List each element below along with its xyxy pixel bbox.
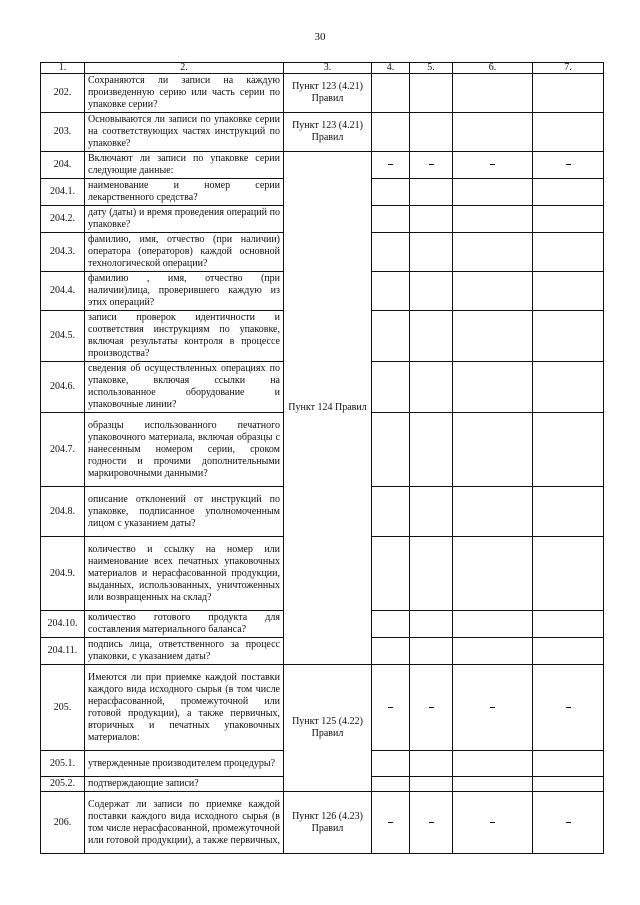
answer-cell[interactable] bbox=[410, 487, 453, 537]
answer-cell[interactable] bbox=[410, 74, 453, 113]
item-number: 204.5. bbox=[41, 311, 85, 362]
rule-reference: Пункт 126 (4.23) Правил bbox=[284, 792, 372, 854]
answer-cell[interactable] bbox=[453, 206, 533, 233]
answer-cell[interactable] bbox=[372, 792, 410, 854]
answer-cell[interactable] bbox=[453, 152, 533, 179]
question-text: утвержденные производителем процедуры? bbox=[85, 751, 284, 777]
dash-mark bbox=[429, 164, 434, 165]
answer-cell[interactable] bbox=[372, 537, 410, 611]
answer-cell[interactable] bbox=[372, 751, 410, 777]
answer-cell[interactable] bbox=[453, 362, 533, 413]
item-number: 205.2. bbox=[41, 777, 85, 792]
answer-cell[interactable] bbox=[410, 152, 453, 179]
header-row bbox=[41, 63, 604, 74]
answer-cell[interactable] bbox=[533, 665, 604, 751]
table-row bbox=[41, 74, 604, 113]
answer-cell[interactable] bbox=[410, 665, 453, 751]
item-number: 204. bbox=[41, 152, 85, 179]
question-text: Включают ли записи по упаковке серии следующие данные: bbox=[85, 152, 284, 179]
answer-cell[interactable] bbox=[372, 233, 410, 272]
column-header: 3. bbox=[284, 63, 372, 74]
column-header: 4. bbox=[372, 63, 410, 74]
answer-cell[interactable] bbox=[410, 792, 453, 854]
item-number: 204.10. bbox=[41, 611, 85, 638]
answer-cell[interactable] bbox=[533, 362, 604, 413]
answer-cell[interactable] bbox=[533, 113, 604, 152]
answer-cell[interactable] bbox=[453, 487, 533, 537]
dash-mark bbox=[490, 707, 495, 708]
answer-cell[interactable] bbox=[533, 74, 604, 113]
question-text: количество готового продукта для составления материального баланса? bbox=[85, 611, 284, 638]
dash-mark bbox=[566, 822, 571, 823]
answer-cell[interactable] bbox=[410, 233, 453, 272]
answer-cell[interactable] bbox=[453, 413, 533, 487]
dash-mark bbox=[490, 164, 495, 165]
column-header: 6. bbox=[453, 63, 533, 74]
item-number: 204.8. bbox=[41, 487, 85, 537]
answer-cell[interactable] bbox=[453, 638, 533, 665]
answer-cell[interactable] bbox=[410, 638, 453, 665]
item-number: 204.4. bbox=[41, 272, 85, 311]
question-text: фамилию, имя, отчество (при наличии) оператора (операторов) каждой основной технологической операции? bbox=[85, 233, 284, 272]
page-number: 30 bbox=[314, 31, 326, 43]
item-number: 204.3. bbox=[41, 233, 85, 272]
answer-cell[interactable] bbox=[453, 272, 533, 311]
rule-reference: Пункт 123 (4.21) Правил bbox=[284, 113, 372, 152]
answer-cell[interactable] bbox=[372, 113, 410, 152]
answer-cell[interactable] bbox=[453, 751, 533, 777]
answer-cell[interactable] bbox=[453, 611, 533, 638]
answer-cell[interactable] bbox=[453, 179, 533, 206]
answer-cell[interactable] bbox=[533, 611, 604, 638]
question-text: описание отклонений от инструкций по упаковке, подписанное уполномоченным лицом с указанием даты? bbox=[85, 487, 284, 537]
dash-mark bbox=[388, 822, 393, 823]
answer-cell[interactable] bbox=[533, 777, 604, 792]
column-header: 5. bbox=[410, 63, 453, 74]
answer-cell[interactable] bbox=[533, 152, 604, 179]
question-text: фамилию , имя, отчество (при наличии)лица, проверившего каждую из этих операций? bbox=[85, 272, 284, 311]
answer-cell[interactable] bbox=[372, 611, 410, 638]
table-row bbox=[41, 152, 604, 179]
question-text: Содержат ли записи по приемке каждой поставки каждого вида исходного сырья (в том числе нерасфасованной, промежуточной или готовой продукции), а также первичных, bbox=[85, 792, 284, 854]
answer-cell[interactable] bbox=[533, 537, 604, 611]
answer-cell[interactable] bbox=[410, 113, 453, 152]
item-number: 204.7. bbox=[41, 413, 85, 487]
answer-cell[interactable] bbox=[453, 74, 533, 113]
answer-cell[interactable] bbox=[453, 537, 533, 611]
dash-mark bbox=[388, 164, 393, 165]
answer-cell[interactable] bbox=[372, 362, 410, 413]
table-row bbox=[41, 665, 604, 751]
rule-reference: Пункт 123 (4.21) Правил bbox=[284, 74, 372, 113]
answer-cell[interactable] bbox=[533, 179, 604, 206]
answer-cell[interactable] bbox=[533, 272, 604, 311]
item-number: 205.1. bbox=[41, 751, 85, 777]
answer-cell[interactable] bbox=[533, 638, 604, 665]
column-header: 7. bbox=[533, 63, 604, 74]
question-text: количество и ссылку на номер или наименование всех печатных упаковочных материалов и нерасфасованной продукции, выданных, использованных, уничтоженных или возвращенных на склад? bbox=[85, 537, 284, 611]
answer-cell[interactable] bbox=[453, 311, 533, 362]
dash-mark bbox=[429, 707, 434, 708]
answer-cell[interactable] bbox=[453, 113, 533, 152]
answer-cell[interactable] bbox=[410, 206, 453, 233]
table-row bbox=[41, 113, 604, 152]
answer-cell[interactable] bbox=[533, 233, 604, 272]
answer-cell[interactable] bbox=[533, 206, 604, 233]
answer-cell[interactable] bbox=[410, 362, 453, 413]
answer-cell[interactable] bbox=[453, 777, 533, 792]
rule-reference: Пункт 125 (4.22) Правил bbox=[284, 665, 372, 792]
item-number: 206. bbox=[41, 792, 85, 854]
answer-cell[interactable] bbox=[372, 311, 410, 362]
question-text: дату (даты) и время проведения операций по упаковке? bbox=[85, 206, 284, 233]
question-text: образцы использованного печатного упаковочного материала, включая образцы с нанесенным номером серии, сроком годности и прочими дополнительными маркировочными данными? bbox=[85, 413, 284, 487]
dash-mark bbox=[490, 822, 495, 823]
question-text: подпись лица, ответственного за процесс упаковки, с указанием даты? bbox=[85, 638, 284, 665]
question-text: Основываются ли записи по упаковке серии на соответствующих частях инструкций по упаковке? bbox=[85, 113, 284, 152]
dash-mark bbox=[429, 822, 434, 823]
answer-cell[interactable] bbox=[410, 751, 453, 777]
answer-cell[interactable] bbox=[410, 611, 453, 638]
answer-cell[interactable] bbox=[410, 537, 453, 611]
item-number: 204.1. bbox=[41, 179, 85, 206]
table-row bbox=[41, 792, 604, 854]
question-text: Сохраняются ли записи на каждую произведенную серию или часть серии по упаковке серии? bbox=[85, 74, 284, 113]
dash-mark bbox=[566, 707, 571, 708]
question-text: наименование и номер серии лекарственного средства? bbox=[85, 179, 284, 206]
column-header: 1. bbox=[41, 63, 85, 74]
answer-cell[interactable] bbox=[453, 792, 533, 854]
answer-cell[interactable] bbox=[372, 413, 410, 487]
answer-cell[interactable] bbox=[533, 751, 604, 777]
item-number: 202. bbox=[41, 74, 85, 113]
checklist-table bbox=[40, 62, 604, 854]
answer-cell[interactable] bbox=[372, 777, 410, 792]
question-text: подтверждающие записи? bbox=[85, 777, 284, 792]
column-header: 2. bbox=[85, 63, 284, 74]
item-number: 204.9. bbox=[41, 537, 85, 611]
question-text: сведения об осуществленных операциях по упаковке, включая ссылки на использованное оборудование и упаковочные линии? bbox=[85, 362, 284, 413]
item-number: 203. bbox=[41, 113, 85, 152]
answer-cell[interactable] bbox=[453, 665, 533, 751]
answer-cell[interactable] bbox=[372, 272, 410, 311]
dash-mark bbox=[566, 164, 571, 165]
answer-cell[interactable] bbox=[372, 665, 410, 751]
answer-cell[interactable] bbox=[372, 179, 410, 206]
item-number: 204.11. bbox=[41, 638, 85, 665]
answer-cell[interactable] bbox=[410, 272, 453, 311]
answer-cell[interactable] bbox=[410, 777, 453, 792]
answer-cell[interactable] bbox=[453, 233, 533, 272]
answer-cell[interactable] bbox=[372, 74, 410, 113]
answer-cell[interactable] bbox=[372, 206, 410, 233]
question-text: записи проверок идентичности и соответствия инструкциям по упаковке, включая результаты контроля в процессе производства? bbox=[85, 311, 284, 362]
item-number: 204.6. bbox=[41, 362, 85, 413]
answer-cell[interactable] bbox=[372, 638, 410, 665]
item-number: 204.2. bbox=[41, 206, 85, 233]
item-number: 205. bbox=[41, 665, 85, 751]
answer-cell[interactable] bbox=[410, 179, 453, 206]
rule-reference: Пункт 124 Правил bbox=[284, 152, 372, 665]
answer-cell[interactable] bbox=[410, 413, 453, 487]
answer-cell[interactable] bbox=[372, 152, 410, 179]
question-text: Имеются ли при приемке каждой поставки каждого вида исходного сырья (в том числе нерасфасованной, промежуточной или готовой продукции), а также первичных, вторичных и печатных упаковочных материалов: bbox=[85, 665, 284, 751]
answer-cell[interactable] bbox=[533, 311, 604, 362]
answer-cell[interactable] bbox=[410, 311, 453, 362]
answer-cell[interactable] bbox=[533, 413, 604, 487]
answer-cell[interactable] bbox=[533, 487, 604, 537]
dash-mark bbox=[388, 707, 393, 708]
answer-cell[interactable] bbox=[533, 792, 604, 854]
answer-cell[interactable] bbox=[372, 487, 410, 537]
